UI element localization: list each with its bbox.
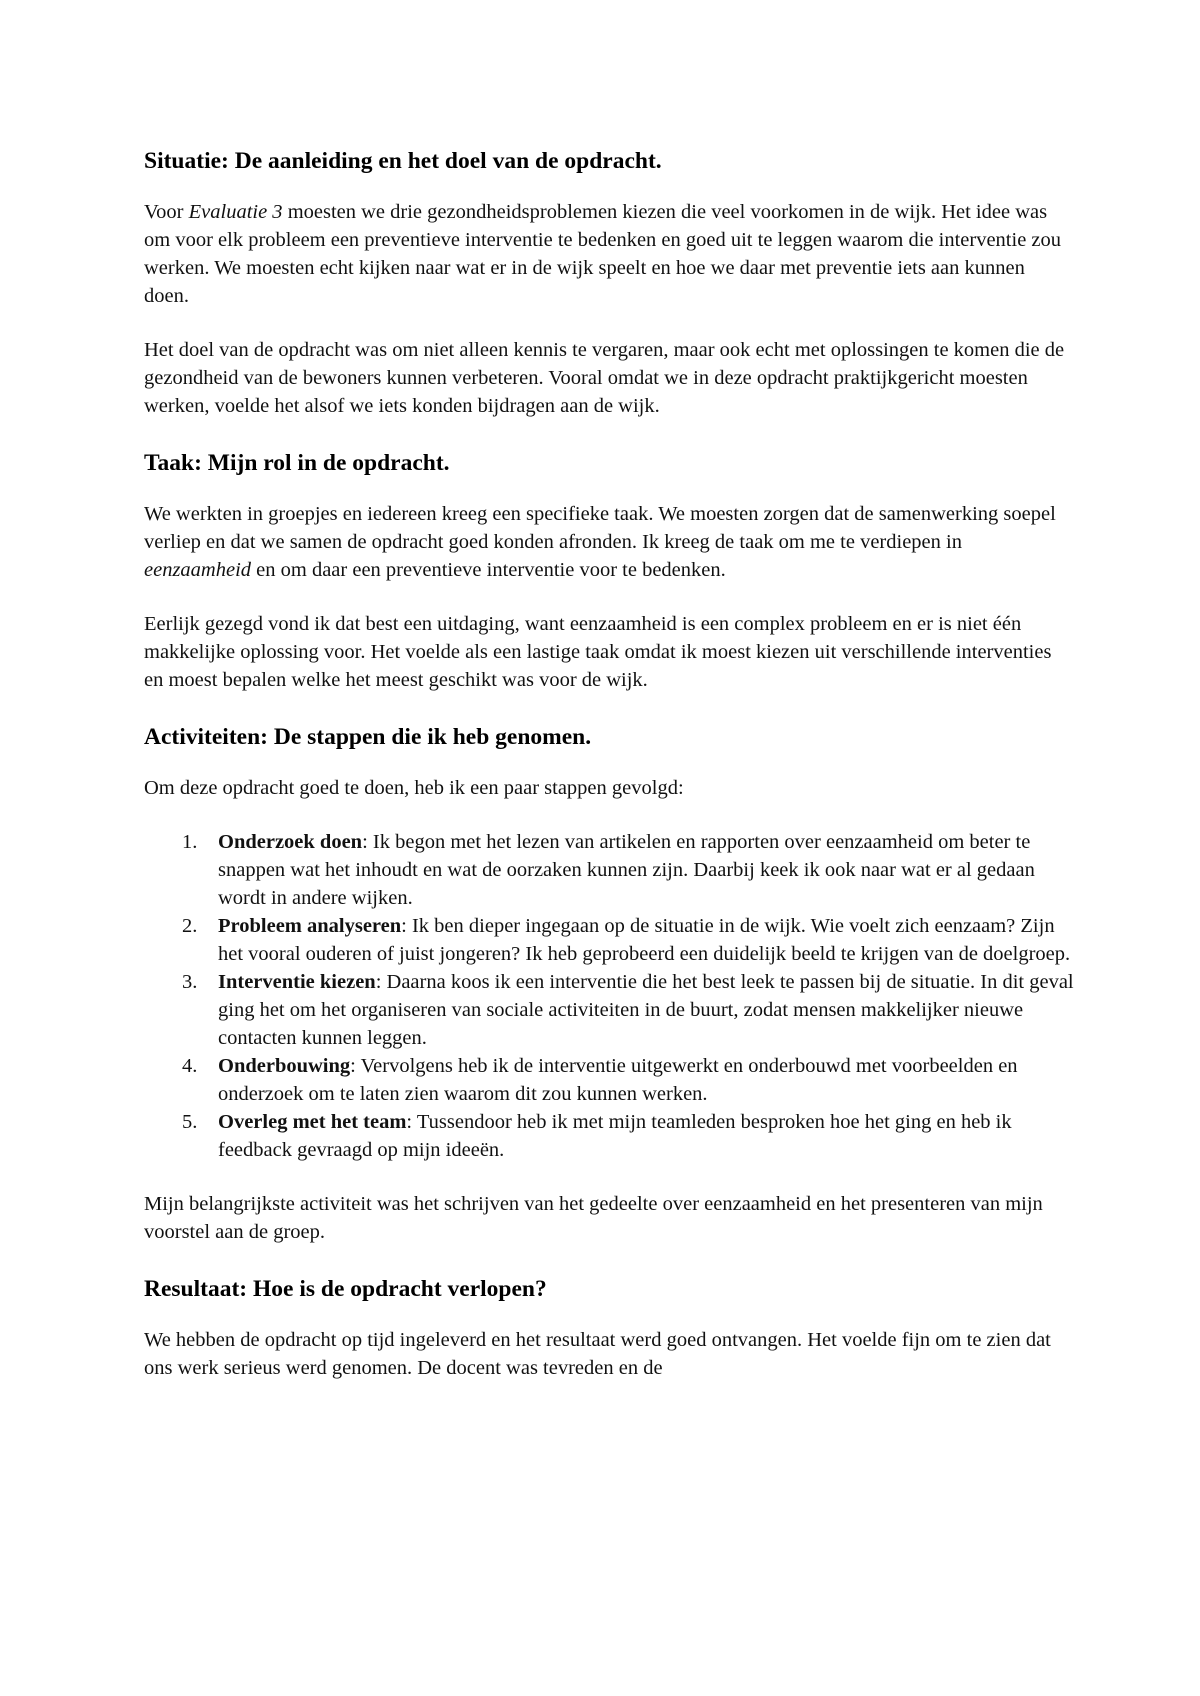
italic-eenzaamheid: eenzaamheid xyxy=(144,559,252,581)
list-item xyxy=(144,828,1074,912)
paragraph-activiteiten-closing: Mijn belangrijkste activiteit was het schrijven van het gedeelte over eenzaamheid en het presenteren van mijn voorstel aan de groep. xyxy=(144,1193,1043,1243)
step-text: : Vervolgens heb ik de interventie uitgewerkt en onderbouwd met voorbeelden en onderzoek om te laten zien waarom dit zou kunnen werken. xyxy=(218,1055,1018,1105)
list-item xyxy=(144,1052,1074,1108)
step-text: : Daarna koos ik een interventie die het best leek te passen bij de situatie. In dit geval ging het om het organiseren van sociale activiteiten in de buurt, zodat mensen makkelijker nieuwe contacten kunnen leggen. xyxy=(218,971,1074,1049)
list-number: 4. xyxy=(182,1055,198,1077)
step-title: Overleg met het team xyxy=(218,1111,407,1133)
heading-taak: Taak: Mijn rol in de opdracht. xyxy=(144,450,450,476)
list-item xyxy=(144,1108,1074,1164)
heading-situatie: Situatie: De aanleiding en het doel van de opdracht. xyxy=(144,148,662,174)
italic-evaluatie: Evaluatie 3 xyxy=(188,201,283,223)
list-number: 1. xyxy=(182,831,198,853)
text-run: We werkten in groepjes en iedereen kreeg een specifieke taak. We moesten zorgen dat de samenwerking soepel verliep en dat we samen de opdracht goed konden afronden. Ik kreeg de taak om me te verdiepen in xyxy=(144,503,1056,553)
step-title: Probleem analyseren xyxy=(218,915,402,937)
step-title: Onderzoek doen xyxy=(218,831,363,853)
paragraph-resultaat-1: We hebben de opdracht op tijd ingeleverd en het resultaat werd goed ontvangen. Het voelde fijn om te zien dat ons werk serieus werd genomen. De docent was tevreden en de xyxy=(144,1329,1051,1379)
steps-list xyxy=(144,828,1074,1164)
list-number: 5. xyxy=(182,1111,198,1133)
step-text: : Ik ben dieper ingegaan op de situatie in de wijk. Wie voelt zich eenzaam? Zijn het vooral ouderen of juist jongeren? Ik heb geprobeerd een duidelijk beeld te krijgen van de doelgroep. xyxy=(218,915,1071,965)
paragraph-activiteiten-intro: Om deze opdracht goed te doen, heb ik een paar stappen gevolgd: xyxy=(144,777,684,799)
step-title: Interventie kiezen xyxy=(218,971,376,993)
paragraph-taak-1 xyxy=(144,500,1074,584)
step-title: Onderbouwing xyxy=(218,1055,351,1077)
list-number: 3. xyxy=(182,971,198,993)
list-number: 2. xyxy=(182,915,198,937)
heading-resultaat: Resultaat: Hoe is de opdracht verlopen? xyxy=(144,1276,547,1302)
step-text: : Tussendoor heb ik met mijn teamleden besproken hoe het ging en heb ik feedback gevraagd op mijn ideeën. xyxy=(218,1111,1012,1161)
text-run: moesten we drie gezondheidsproblemen kiezen die veel voorkomen in de wijk. Het idee was om voor elk probleem een preventieve interventie te bedenken en goed uit te leggen waarom die interventie zou werken. We moesten echt kijken naar wat er in de wijk speelt en hoe we daar met preventie iets aan kunnen doen. xyxy=(144,201,1062,307)
list-item xyxy=(144,912,1074,968)
heading-activiteiten: Activiteiten: De stappen die ik heb genomen. xyxy=(144,724,592,750)
text-run: Voor xyxy=(144,201,189,223)
paragraph-situatie-1 xyxy=(144,198,1074,310)
paragraph-situatie-2: Het doel van de opdracht was om niet alleen kennis te vergaren, maar ook echt met oplossingen te komen die de gezondheid van de bewoners kunnen verbeteren. Vooral omdat we in deze opdracht praktijkgericht moesten werken, voelde het alsof we iets konden bijdragen aan de wijk. xyxy=(144,339,1065,417)
step-text: : Ik begon met het lezen van artikelen en rapporten over eenzaamheid om beter te snappen wat het inhoudt en wat de oorzaken kunnen zijn. Daarbij keek ik ook naar wat er al gedaan wordt in andere wijken. xyxy=(218,831,1035,909)
text-run: en om daar een preventieve interventie voor te bedenken. xyxy=(251,559,726,581)
list-item xyxy=(144,968,1074,1052)
paragraph-taak-2: Eerlijk gezegd vond ik dat best een uitdaging, want eenzaamheid is een complex probleem en er is niet één makkelijke oplossing voor. Het voelde als een lastige taak omdat ik moest kiezen uit verschillende interventies en moest bepalen welke het meest geschikt was voor de wijk. xyxy=(144,613,1052,691)
document-body xyxy=(144,146,1074,1408)
